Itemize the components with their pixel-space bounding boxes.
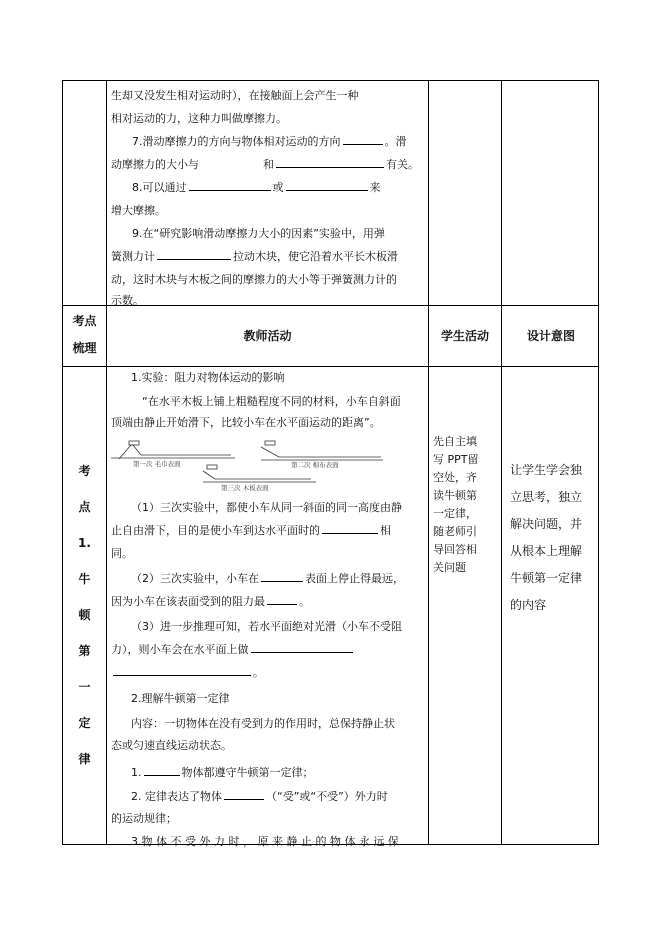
item-8-line2: 增大摩擦。 (111, 204, 166, 217)
item-7-line1: 7.滑动摩擦力的方向与物体相对运动的方向 。滑 (132, 130, 428, 153)
header-teacher-activity: 教师活动 (243, 329, 292, 343)
topic-cell (63, 367, 106, 845)
row3-teacher-cell (107, 367, 428, 848)
lesson-table (62, 80, 599, 848)
design-intent-cell (502, 367, 600, 845)
student-activity-text: 先自主填 写 PPT留 空处，齐 读牛顿第 一定律， 随老师引 导回答相 关问题 (433, 435, 479, 574)
fig-label-2: 第二次 棉布表面 (291, 461, 339, 469)
point-1: 1. 物体都遵守牛顿第一定律； (131, 761, 428, 784)
content-line1: 内容：一切物体在没有受到力的作用时，总保持静止状 (131, 717, 395, 730)
fill-blank[interactable] (261, 569, 303, 582)
q1-line2: 止自由滑下，目的是使小车到达水平面时的 相 (111, 519, 428, 542)
text-line: 生却又没发生相对运动时），在接触面上会产生一种 (111, 89, 359, 102)
item-7-line2: 动摩擦力的大小与 和 有关。 (111, 153, 428, 176)
fill-blank[interactable] (322, 521, 378, 534)
fig-label-1: 第一次 毛巾表面 (133, 460, 181, 468)
q2-line1: （2）三次实验中，小车在 表面上停止得最远， (131, 567, 428, 590)
item-8-line1: 8.可以通过 或 来 (132, 176, 428, 199)
fill-blank[interactable] (267, 592, 297, 605)
student-activity-cell (429, 367, 501, 845)
q1-line1: （1）三次实验中，都使小车从同一斜面的同一高度由静 (131, 501, 402, 514)
text-line: 相对运动的力，这种力叫做摩擦力。 (111, 112, 287, 125)
point-3: 3.物 体 不 受 外 力 时 ， 原 来 静 止 的 物 体 永 远 保 (131, 835, 399, 848)
q1-line3: 同。 (111, 547, 133, 560)
fill-blank[interactable] (276, 155, 384, 168)
point-2: 2. 定律表达了物体 （“受”或“不受”）外力时 (131, 785, 428, 808)
fill-blank[interactable] (251, 640, 353, 653)
q2-line2: 因为小车在该表面受到的阻力最 。 (111, 590, 428, 613)
exp-quote-2: 顶端由静止开始滑下，比较小车在水平面运动的距离”。 (111, 416, 381, 429)
fill-blank[interactable] (224, 787, 264, 800)
item-9-line4: 示数。 (111, 294, 144, 307)
fill-blank[interactable] (343, 132, 383, 145)
experiment-figure (111, 437, 411, 499)
header-col1: 考点 梳理 (72, 314, 97, 355)
topic-vertical-text: 考 点 1. 牛 顿 第 一 定 律 (78, 464, 91, 766)
exp-quote-1: “在水平木板上铺上粗糙程度不同的材料，小车自斜面 (142, 395, 401, 408)
point-2-cont: 的运动规律； (111, 812, 177, 825)
q3-line3: 。 (111, 661, 428, 684)
exp-title: 1.实验：阻力对物体运动的影响 (131, 371, 285, 384)
header-design-intent: 设计意图 (526, 329, 575, 343)
fill-blank[interactable] (113, 663, 251, 676)
row1-teacher-cell (107, 81, 428, 305)
fill-blank[interactable] (201, 156, 261, 168)
header-student-activity: 学生活动 (440, 329, 489, 343)
item-9-line1: 9.在“研究影响滑动摩擦力大小的因素”实验中，用弹 (132, 227, 385, 240)
fig-label-3: 第三次 木板表面 (221, 484, 269, 492)
fill-blank[interactable] (286, 178, 368, 191)
ramp-2 (261, 441, 383, 460)
content-line2: 态或匀速直线运动状态。 (111, 739, 232, 752)
sec2-title: 2.理解牛顿第一定律 (131, 692, 230, 705)
fill-blank[interactable] (157, 247, 231, 260)
q3-line1: （3）进一步推理可知，若水平面绝对光滑（小车不受阻 (131, 620, 402, 633)
fill-blank[interactable] (189, 178, 271, 191)
ramp-1 (111, 441, 235, 459)
item-9-line2: 簧测力计 拉动木块，使它沿着水平长木板滑 (111, 245, 428, 268)
design-intent-text: 让学生学会独 立思考，独立 解决问题，并 从根本上理解 牛顿第一定律 的内容 (510, 463, 583, 612)
item-9-line3: 动，这时木块与木板之间的摩擦力的大小等于弹簧测力计的 (111, 273, 397, 286)
q3-line2: 力），则小车会在水平面上做 (111, 638, 428, 661)
fill-blank[interactable] (144, 763, 180, 776)
